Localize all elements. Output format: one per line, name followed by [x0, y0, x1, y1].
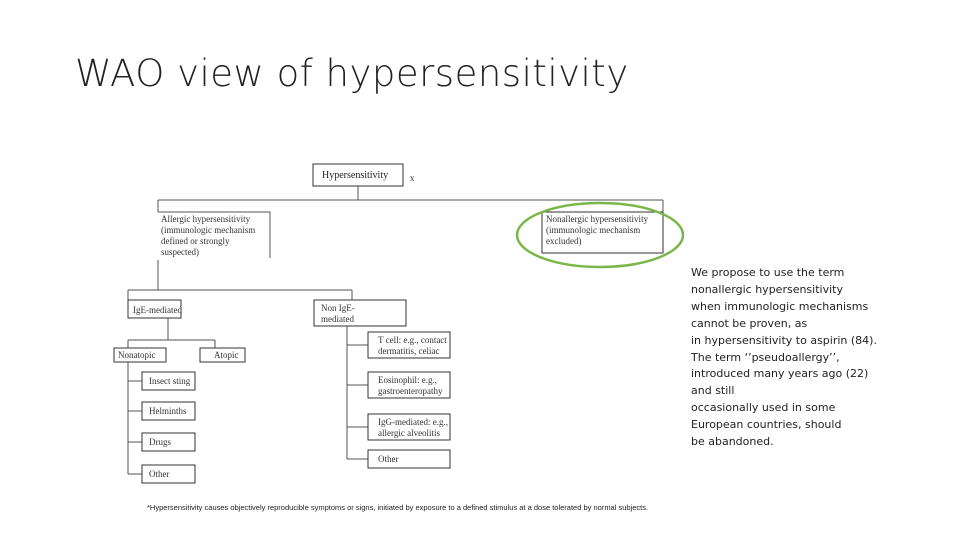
drugs-label: Drugs: [149, 437, 171, 447]
node-insect-sting: [142, 372, 195, 390]
node-igg-mediated: [368, 414, 450, 440]
node-ige-mediated: [128, 300, 182, 318]
igg-line-1: IgG-mediated: e.g.,: [378, 417, 448, 427]
helminths-label: Helminths: [149, 406, 187, 416]
igg-line-2: allergic alveolitis: [378, 428, 441, 438]
ige-mediated-label: IgE-mediated: [133, 305, 182, 315]
t-cell-line-2: dermatitis, celiac: [378, 346, 440, 356]
note-line: nonallergic hypersensitivity: [691, 282, 843, 296]
note-line: The term ‘’pseudoallergy’’,: [691, 350, 840, 364]
node-other-allergic: [142, 465, 195, 483]
other-allergic-label: Other: [149, 469, 170, 479]
note-line: be abandoned.: [691, 435, 774, 449]
node-hypersensitivity-label: Hypersensitivity: [322, 170, 389, 181]
nonatopic-label: Nonatopic: [118, 350, 156, 360]
node-t-cell: [368, 332, 450, 358]
note-line: We propose to use the term: [691, 266, 845, 279]
note-line: and still: [691, 384, 735, 398]
node-allergic-hypersensitivity: [158, 212, 270, 258]
node-non-ige-mediated: [314, 300, 406, 326]
eosinophil-line-2: gastroenteropathy: [378, 386, 443, 396]
explanatory-note: [691, 265, 877, 451]
footnote: *Hypersensitivity causes objectively reproducible symptoms or signs, initiated by exposure to a defined stimulus at a dose tolerated by normal subjects.: [147, 503, 649, 512]
node-hypersensitivity: [313, 164, 403, 186]
t-cell-line-1: T cell: e.g., contact: [378, 335, 447, 345]
insect-sting-label: Insect sting: [149, 376, 191, 386]
note-line: European countries, should: [691, 418, 842, 432]
node-other-nonige: [368, 450, 450, 468]
node-helminths: [142, 402, 195, 420]
nonallergic-line-1: Nonallergic hypersensitivity: [546, 214, 649, 224]
nonallergic-line-3: excluded): [546, 236, 582, 246]
note-line: cannot be proven, as: [691, 316, 808, 330]
node-nonatopic: [114, 348, 166, 362]
allergic-line-3: defined or strongly: [161, 236, 230, 246]
note-line: in hypersensitivity to aspirin (84).: [691, 333, 877, 347]
non-ige-line-2: mediated: [321, 314, 354, 324]
nonallergic-line-2: (immunologic mechanism: [546, 225, 641, 235]
node-nonallergic-hypersensitivity: [542, 212, 663, 253]
node-atopic: [200, 348, 245, 362]
allergic-line-4: suspected): [161, 247, 199, 257]
eosinophil-line-1: Eosinophil: e.g.,: [378, 375, 437, 385]
atopic-label: Atopic: [214, 350, 239, 360]
root-asterisk-mark: x: [410, 173, 415, 183]
non-ige-line-1: Non IgE-: [321, 303, 355, 313]
node-eosinophil: [368, 372, 450, 398]
other-nonige-label: Other: [378, 454, 399, 464]
note-line: introduced many years ago (22): [691, 367, 869, 381]
allergic-line-1: Allergic hypersensitivity: [161, 214, 251, 224]
note-line: occasionally used in some: [691, 401, 836, 415]
allergic-line-2: (immunologic mechanism: [161, 225, 256, 235]
note-line: when immunologic mechanisms: [691, 299, 869, 313]
node-drugs: [142, 433, 195, 451]
slide-title: WAO view of hypersensitivity: [75, 52, 629, 95]
